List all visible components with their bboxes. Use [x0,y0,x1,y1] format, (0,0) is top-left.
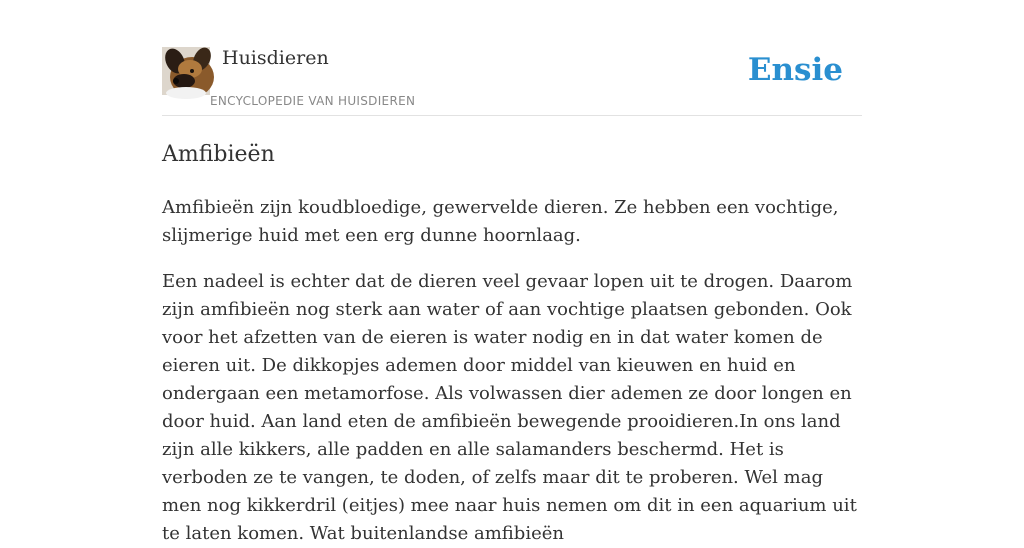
content-container [162,0,862,548]
page-title: Amfibieën [162,142,275,167]
site-header [162,0,862,116]
dog-photo-icon[interactable] [162,47,210,95]
site-subtitle: ENCYCLOPEDIE VAN HUISDIEREN [210,94,416,108]
brand-logo[interactable]: Ensie [747,52,843,88]
site-name[interactable]: Huisdieren [222,47,329,69]
article-paragraph: Een nadeel is echter dat de dieren veel gevaar lopen uit te drogen. Daarom zijn amfibieën nog sterk aan water of aan vochtige plaatsen gebonden. Ook voor het afzetten van de eieren is water nodig en in dat water komen de eieren uit. De dikkopjes ademen door middel van kieuwen en huid en ondergaan een metamorfose. Als volwassen dier ademen ze door longen en door huid. Aan land eten de amfibieën bewegende prooidieren.In ons land zijn alle kikkers, alle padden en alle salamanders beschermd. Het is verboden ze te vangen, te doden, of zelfs maar dit te proberen. Wel mag men nog kikkerdril (eitjes) mee naar huis nemen om dit in een aquarium uit te laten komen. Wat buitenlandse amfibieën [162,271,857,544]
article-paragraph: Amfibieën zijn koudbloedige, gewervelde dieren. Ze hebben een vochtige, slijmerige huid met een erg dunne hoornlaag. [162,197,839,246]
